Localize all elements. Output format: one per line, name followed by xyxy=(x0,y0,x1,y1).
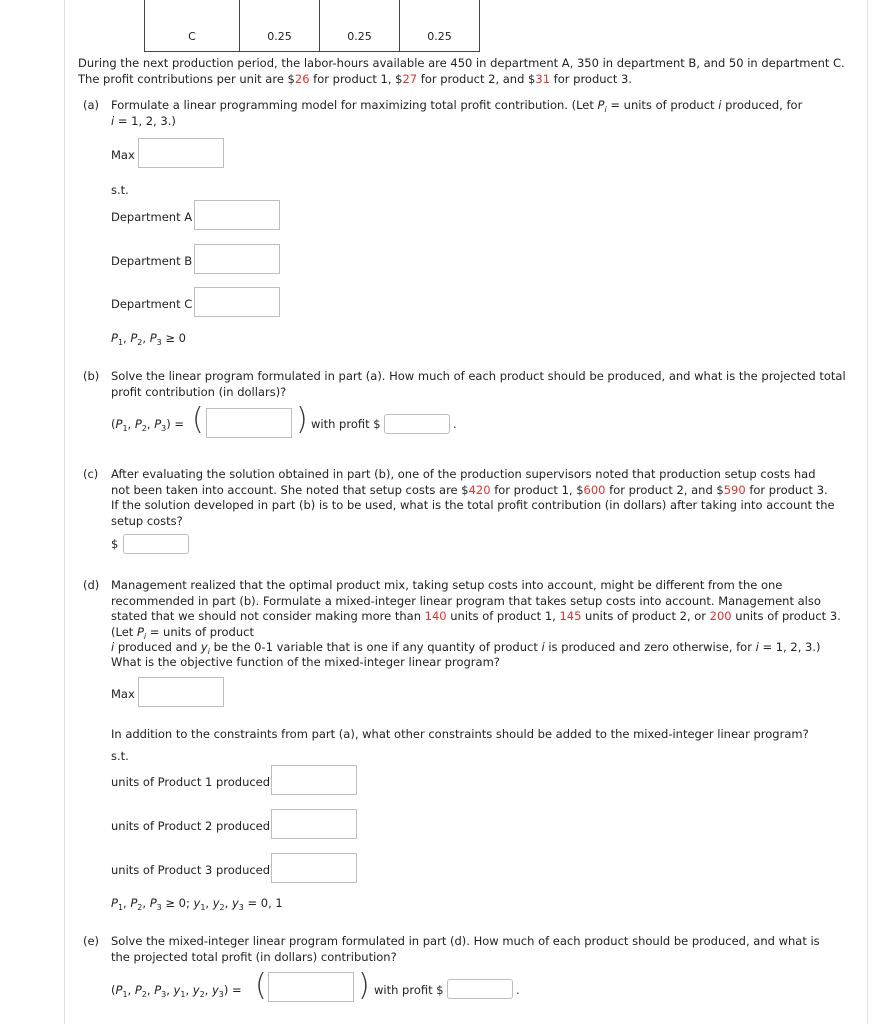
solution-b-input[interactable] xyxy=(206,408,292,438)
domain-constraint: $P_1$, $P_2$, $P_3 \ge 0$; $y_1$, $y_2$, $y_3 = 0$, 1 xyxy=(111,896,283,912)
dept-b-label: Department B xyxy=(111,254,193,268)
profit-e-input[interactable] xyxy=(447,979,513,999)
dept-a-label: Department A xyxy=(111,210,193,224)
st-label-d: s.t. xyxy=(111,749,129,763)
profit-b-input[interactable] xyxy=(384,414,450,434)
dept-a-input[interactable] xyxy=(194,200,280,230)
product1-constraint-label: units of Product 1 produced xyxy=(111,775,271,789)
table-cell: 0.25 xyxy=(400,0,480,52)
left-paren: ( xyxy=(192,402,204,437)
part-d-question: Management realized that the optimal product mix, taking setup costs into account, might be different from the one recommended in part (b). Formulate a mixed-integer linear program that takes setup costs into account. Management also stated that we should not consider making more than 140 units of product 1, 145 units of product 2, or 200 units of product 3. (Let $P_i$ = units of product i produced and $y_i$ be the 0-1 variable that is one if any quantity of product i is produced and zero otherwise, for i = 1, 2, 3.) xyxy=(111,578,841,656)
dept-c-label: Department C xyxy=(111,297,193,311)
objective-input[interactable] xyxy=(138,138,224,168)
left-paren-e: ( xyxy=(255,968,267,1003)
product2-constraint-input[interactable] xyxy=(271,809,357,839)
part-e-tag: (e) xyxy=(83,934,100,948)
objective-d-input[interactable] xyxy=(138,677,224,707)
part-e-question: Solve the mixed-integer linear program formulated in part (d). How much of each product should be produced, and what is the projected total profit (in dollars) contribution? xyxy=(111,934,820,964)
part-c-tag: (c) xyxy=(83,467,99,481)
product3-constraint-label: units of Product 3 produced xyxy=(111,863,271,877)
other-constraints-question: In addition to the constraints from part (a), what other constraints should be added to the mixed-integer linear program? xyxy=(111,727,809,741)
dept-b-input[interactable] xyxy=(194,244,280,274)
labor-table xyxy=(144,0,480,52)
solution-e-input[interactable] xyxy=(268,972,354,1002)
part-a-tag: (a) xyxy=(83,98,100,112)
right-paren: ) xyxy=(296,402,308,437)
part-d-tag: (d) xyxy=(83,578,100,592)
part-c-question: After evaluating the solution obtained in part (b), one of the production supervisors noted that production setup costs had not been taken into account. She noted that setup costs are $420 for product 1, $600 for product 2, and $590 for product 3. If the solution developed in part (b) is to be used, what is the total profit contribution (in dollars) after taking into account the setup costs? xyxy=(111,467,835,528)
st-label: s.t. xyxy=(111,183,129,197)
dollar-sign: $ xyxy=(111,537,119,551)
with-profit-label-e: with profit $ xyxy=(374,983,444,997)
max-label: Max xyxy=(111,148,135,162)
max-label-d: Max xyxy=(111,687,135,701)
objective-question: What is the objective function of the mixed-integer linear program? xyxy=(111,655,500,669)
solution-tuple-label: ($P_1$, $P_2$, $P_3$) = xyxy=(111,417,184,433)
profit-c-input[interactable] xyxy=(123,534,189,554)
intro-text: During the next production period, the labor-hours available are 450 in department A, 350 in department B, and 50 in department C. The profit contributions per unit are $26 for product 1, $27 for product 2, and $31 for product 3. xyxy=(78,56,845,86)
table-row xyxy=(145,0,480,52)
part-b-question: Solve the linear program formulated in part (a). How much of each product should be produced, and what is the projected total profit contribution (in dollars)? xyxy=(111,369,846,399)
row-label: C xyxy=(145,0,240,52)
solution-tuple-label-e: ($P_1$, $P_2$, $P_3$, $y_1$, $y_2$, $y_3$) = xyxy=(111,983,242,999)
part-b-tag: (b) xyxy=(83,369,100,383)
product2-constraint-label: units of Product 2 produced xyxy=(111,819,271,833)
right-paren-e: ) xyxy=(358,968,370,1003)
dept-c-input[interactable] xyxy=(194,287,280,317)
table-cell: 0.25 xyxy=(240,0,320,52)
table-cell: 0.25 xyxy=(320,0,400,52)
nonneg-constraint: $P_1$, $P_2$, $P_3 \ge 0$ xyxy=(111,331,186,347)
with-profit-label: with profit $ xyxy=(311,417,381,431)
product1-constraint-input[interactable] xyxy=(271,765,357,795)
product3-constraint-input[interactable] xyxy=(271,853,357,883)
part-a-question: Formulate a linear programming model for maximizing total profit contribution. (Let $P_i$ = units of product i produced, for i = 1, 2, 3.) xyxy=(111,98,803,128)
